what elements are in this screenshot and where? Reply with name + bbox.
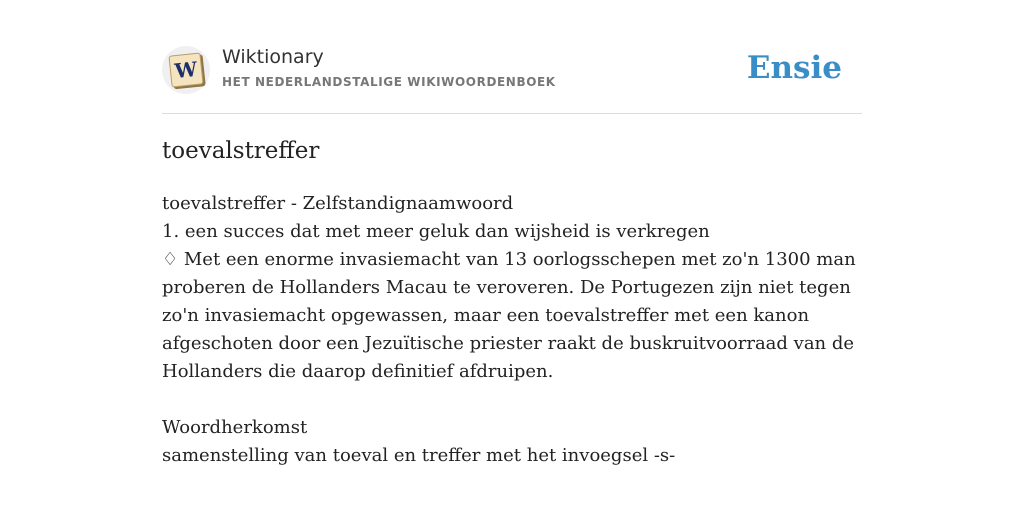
ensie-brand-logo[interactable]: Ensie xyxy=(746,50,842,86)
etymology-heading: Woordherkomst xyxy=(162,417,308,438)
definition: 1. een succes dat met meer geluk dan wijsheid is verkregen xyxy=(162,221,710,242)
site-header xyxy=(162,0,862,114)
page-container xyxy=(162,0,862,466)
headword-line: toevalstreffer - Zelfstandignaamwoord xyxy=(162,193,514,214)
entry-content xyxy=(162,190,862,470)
example-sentence: ♢ Met een enorme invasiemacht van 13 oorlogsschepen met zo'n 1300 man proberen de Hollanders Macau te veroveren. De Portugezen zijn niet tegen zo'n invasiemacht opgewassen, maar een toevalstreffer met een kanon afgeschoten door een Jezuïtische priester raakt de buskruitvoorraad van de Hollanders die daarop definitief afdruipen. xyxy=(162,249,856,382)
section-spacer xyxy=(162,386,862,414)
wiktionary-logo-icon: W xyxy=(168,52,203,87)
site-name[interactable]: Wiktionary xyxy=(222,46,324,68)
site-tagline: HET NEDERLANDSTALIGE WIKIWOORDENBOEK xyxy=(222,75,556,89)
etymology-text: samenstelling van toeval en treffer met het invoegsel -s- xyxy=(162,445,676,466)
page-title: toevalstreffer xyxy=(162,138,320,164)
wiktionary-logo[interactable] xyxy=(162,46,210,94)
